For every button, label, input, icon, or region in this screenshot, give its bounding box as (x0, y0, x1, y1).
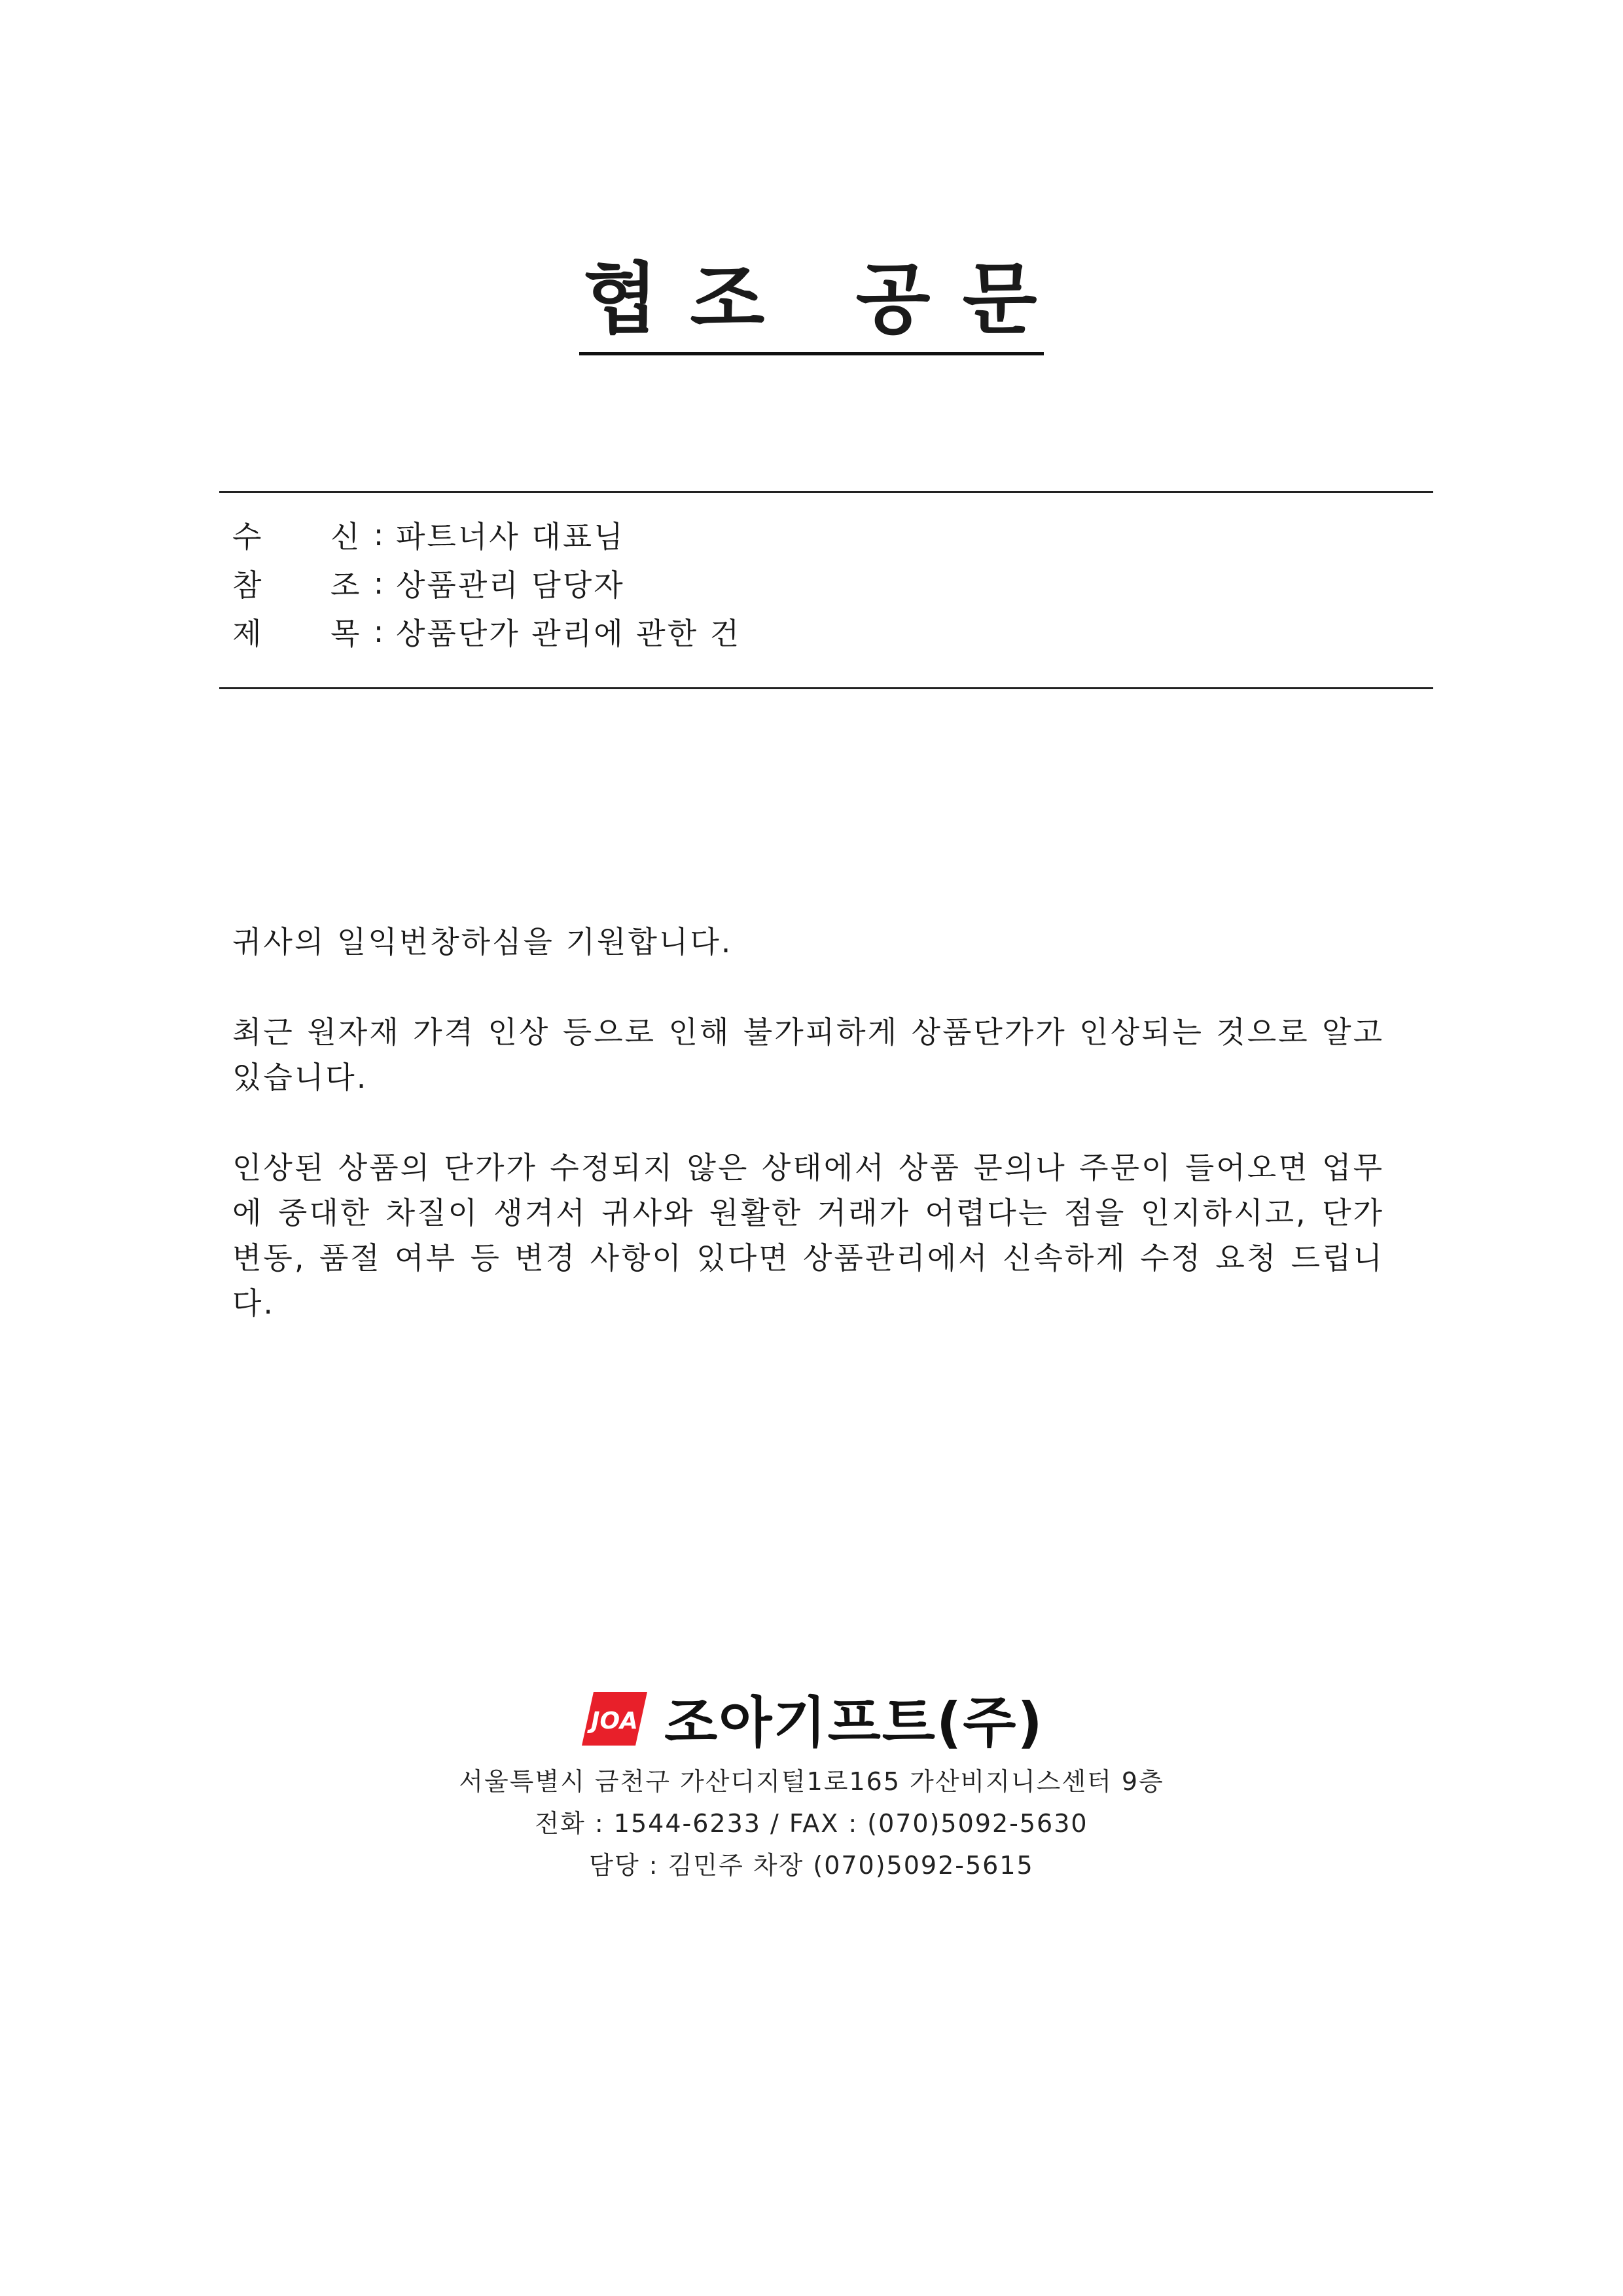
recipient-label-1: 수 (232, 519, 264, 554)
reference-label-1: 참 (232, 567, 264, 603)
reference-separator: : (373, 565, 386, 601)
subject-row (232, 607, 1410, 656)
company-phone-fax: 전화 : 1544-6233 / FAX : (070)5092-5630 (535, 1809, 1088, 1838)
document-title (0, 255, 1623, 355)
subject-label-2: 목 (330, 616, 362, 651)
company-address: 서울특별시 금천구 가산디지털1로165 가산비지니스센터 9층 (459, 1767, 1164, 1796)
header-bottom-divider (219, 687, 1433, 689)
recipient-row (232, 511, 1410, 559)
company-logo (0, 1679, 1623, 1758)
company-contact (0, 1761, 1623, 1886)
logo-text: JOA (591, 1707, 639, 1734)
body-paragraph-2: 인상된 상품의 단가가 수정되지 않은 상태에서 상품 문의나 주문이 들어오면 업무에 중대한 차질이 생겨서 귀사와 원활한 거래가 어렵다는 점을 인지하시고, 단가 변동, 품절 여부 등 변경 사항이 있다면 상품관리에서 신속하게 수정 요청 드립니다. (232, 1150, 1384, 1321)
company-contact-person: 담당 : 김민주 차장 (070)5092-5615 (589, 1851, 1034, 1880)
subject-label-1: 제 (232, 616, 264, 651)
recipient-label-2: 신 (330, 519, 362, 554)
recipient-value: 파트너사 대표님 (396, 519, 625, 554)
letter-body (232, 920, 1384, 1326)
body-paragraph-1: 최근 원자재 가격 인상 등으로 인해 불가피하게 상품단가가 인상되는 것으로 알고 있습니다. (232, 1014, 1384, 1095)
reference-label-2: 조 (330, 567, 362, 603)
subject-value: 상품단가 관리에 관한 건 (396, 616, 741, 651)
recipient-separator: : (373, 517, 386, 552)
greeting-paragraph: 귀사의 일익번창하심을 기원합니다. (232, 924, 733, 960)
reference-row (232, 559, 1410, 607)
company-name: 조아기프트(주) (664, 1691, 1044, 1755)
memo-header (232, 511, 1410, 656)
joa-logo-icon (579, 1689, 650, 1748)
reference-value: 상품관리 담당자 (396, 567, 625, 603)
document-title-text: 협 조 공 문 (579, 255, 1043, 355)
subject-separator: : (373, 614, 386, 649)
header-top-divider (219, 491, 1433, 493)
